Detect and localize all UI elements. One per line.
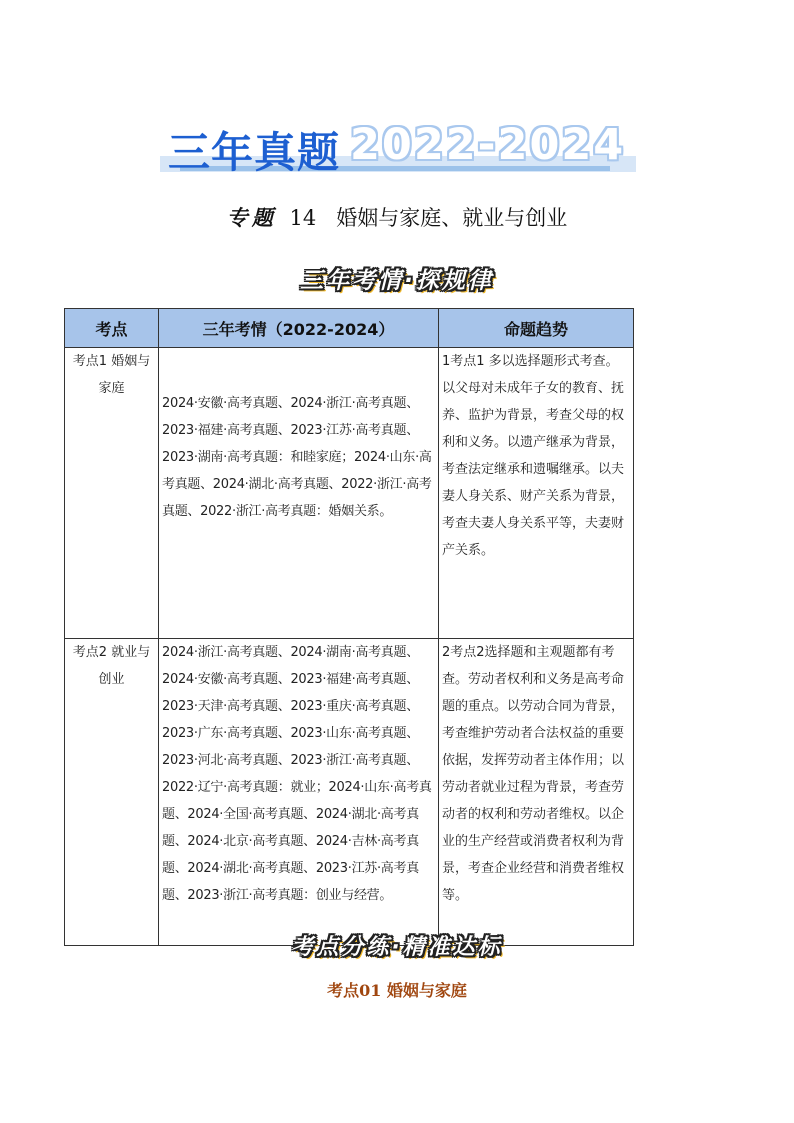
header-point: 考点 <box>65 309 159 348</box>
row-sources: 2024·浙江·高考真题、2024·湖南·高考真题、2024·安徽·高考真题、2023·福建·高考真题、2023·天津·高考真题、2023·重庆·高考真题、2023·广东·高考真题、2023·山东·高考真题、2023·河北·高考真题、2023·浙江·高考真题、2022·辽宁·高考真题：就业；2024·山东·高考真题、2024·全国·高考真题、2024·湖北·高考真题、2024·北京·高考真题、2024·吉林·高考真题、2024·湖北·高考真题、2023·江苏·高考真题、2023·浙江·高考真题：创业与经营。 <box>159 639 439 946</box>
banner-years: 2022-2024 <box>350 120 626 170</box>
table-row <box>65 348 634 639</box>
section-heading-trends: 三年考情·探规律 <box>300 268 494 294</box>
row-sources: 2024·安徽·高考真题、2024·浙江·高考真题、2023·福建·高考真题、2023·江苏·高考真题、2023·湖南·高考真题：和睦家庭；2024·山东·高考真题、2024·湖北·高考真题、2022·浙江·高考真题、2022·浙江·高考真题：婚姻关系。 <box>159 348 439 639</box>
point-heading: 考点01 婚姻与家庭 <box>327 981 467 1000</box>
row-point: 考点1 婚姻与家庭 <box>65 348 159 639</box>
header-sources: 三年考情（2022-2024） <box>159 309 439 348</box>
banner-title: 三年真题 <box>168 128 341 177</box>
table-header-row <box>65 309 634 348</box>
section-heading-practice: 考点分练·精准达标 <box>291 935 503 960</box>
page-title <box>0 202 794 232</box>
topic-number: 14 <box>289 206 317 230</box>
exam-analysis-table <box>64 308 634 946</box>
row-point: 考点2 就业与创业 <box>65 639 159 946</box>
topic-title: 婚姻与家庭、就业与创业 <box>336 206 568 230</box>
banner <box>160 118 636 178</box>
row-trend: 2考点2选择题和主观题都有考查。劳动者权利和义务是高考命题的重点。以劳动合同为背景，考查维护劳动者合法权益的重要依据，发挥劳动者主体作用；以劳动者就业过程为背景，考查劳动者的权利和劳动者维权。以企业的生产经营或消费者权利为背景，考查企业经营和消费者维权等。 <box>439 639 634 946</box>
row-trend: 1考点1 多以选择题形式考查。以父母对未成年子女的教育、抚养、监护为背景，考查父母的权利和义务。以遗产继承为背景，考查法定继承和遗嘱继承。以夫妻人身关系、财产关系为背景，考查夫妻人身关系平等，夫妻财产关系。 <box>439 348 634 639</box>
table-row <box>65 639 634 946</box>
topic-label: 专题 <box>226 205 277 230</box>
header-trend: 命题趋势 <box>439 309 634 348</box>
